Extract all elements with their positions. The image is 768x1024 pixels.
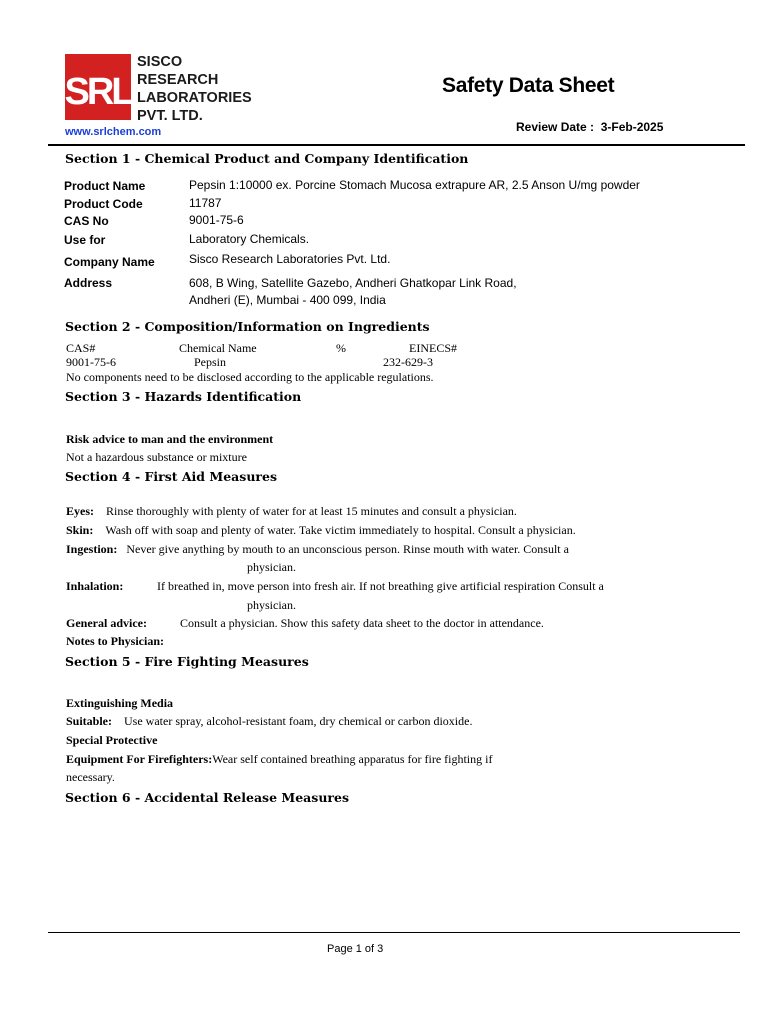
inhalation-text-2: physician. [247,598,296,612]
suitable-row [66,714,472,729]
product-code-label: Product Code [64,197,143,211]
page-number: Page 1 of 3 [327,943,384,955]
product-name-label: Product Name [64,179,146,193]
eyes-row [66,504,517,519]
general-advice-label: General advice: [66,616,147,630]
inhalation-label: Inhalation: [66,579,124,593]
cell-chemical-name: Pepsin [194,355,227,369]
section5-heading: Section 5 - Fire Fighting Measures [65,654,309,669]
ingestion-row [66,542,569,557]
notes-to-physician-label: Notes to Physician: [66,634,164,648]
col-cas: CAS# [66,341,96,355]
company-line: SISCO [137,54,183,70]
ingestion-text-2: physician. [247,560,296,574]
risk-advice-subheading: Risk advice to man and the environment [66,432,274,446]
skin-label: Skin: [66,523,94,537]
review-date [516,120,663,134]
section3-heading: Section 3 - Hazards Identification [65,389,302,404]
address-line-2: Andheri (E), Mumbai - 400 099, India [189,293,386,307]
equipment-text-2: necessary. [66,770,115,784]
eyes-text: Rinse thoroughly with plenty of water for at least 15 minutes and consult a physician. [106,504,517,518]
company-line: LABORATORIES [137,90,252,106]
address-label: Address [64,276,113,290]
hazard-text: Not a hazardous substance or mixture [66,450,247,464]
col-einecs: EINECS# [409,341,457,355]
special-protective-label: Special Protective [66,733,158,747]
ingestion-label: Ingestion: [66,542,118,556]
use-label: Use for [64,233,106,247]
header-divider [48,144,745,146]
srl-logo [65,54,131,120]
section2-heading: Section 2 - Composition/Information on Ingredients [65,319,430,334]
company-label: Company Name [64,255,155,269]
skin-row [66,523,576,538]
equipment-text: Wear self contained breathing apparatus for fire fighting if [212,752,493,766]
company-name-block [137,53,252,125]
address-line-1: 608, B Wing, Satellite Gazebo, Andheri Ghatkopar Link Road, [189,276,517,290]
skin-text: Wash off with soap and plenty of water. Take victim immediately to hospital. Consult a physician. [105,523,576,537]
col-percent: % [336,341,346,355]
review-date-value: 3-Feb-2025 [600,120,664,134]
suitable-label: Suitable: [66,714,113,728]
company-line: PVT. LTD. [137,108,203,124]
col-chemical-name: Chemical Name [179,341,257,355]
section6-heading: Section 6 - Accidental Release Measures [65,790,349,805]
extinguishing-media-subheading: Extinguishing Media [66,696,174,710]
general-advice-text: Consult a physician. Show this safety data sheet to the doctor in attendance. [180,616,544,630]
use-value: Laboratory Chemicals. [189,232,310,246]
composition-note: No components need to be disclosed according to the applicable regulations. [66,370,434,384]
cell-einecs: 232-629-3 [383,355,433,369]
footer-divider [48,932,740,933]
srl-logo-icon [65,54,131,120]
website-link[interactable]: www.srlchem.com [65,126,162,138]
svg-text:SRL: SRL [65,71,131,113]
section4-heading: Section 4 - First Aid Measures [65,469,277,484]
section1-heading: Section 1 - Chemical Product and Company Identification [65,151,469,166]
company-value: Sisco Research Laboratories Pvt. Ltd. [189,252,391,266]
equipment-row [66,752,492,767]
inhalation-text: If breathed in, move person into fresh air. If not breathing give artificial respiration Consult a [157,579,604,593]
company-line: RESEARCH [137,72,219,88]
document-title: Safety Data Sheet [442,74,615,97]
suitable-text: Use water spray, alcohol-resistant foam, dry chemical or carbon dioxide. [124,714,473,728]
eyes-label: Eyes: [66,504,94,518]
cell-cas: 9001-75-6 [66,355,116,369]
review-date-label: Review Date : [516,120,595,134]
product-name-value: Pepsin 1:10000 ex. Porcine Stomach Mucosa extrapure AR, 2.5 Anson U/mg powder [189,178,640,192]
cas-label: CAS No [64,214,109,228]
ingestion-text: Never give anything by mouth to an unconscious person. Rinse mouth with water. Consult a [126,542,569,556]
product-code-value: 11787 [189,196,222,210]
cas-value: 9001-75-6 [189,213,244,227]
equipment-label: Equipment For Firefighters: [66,752,213,766]
